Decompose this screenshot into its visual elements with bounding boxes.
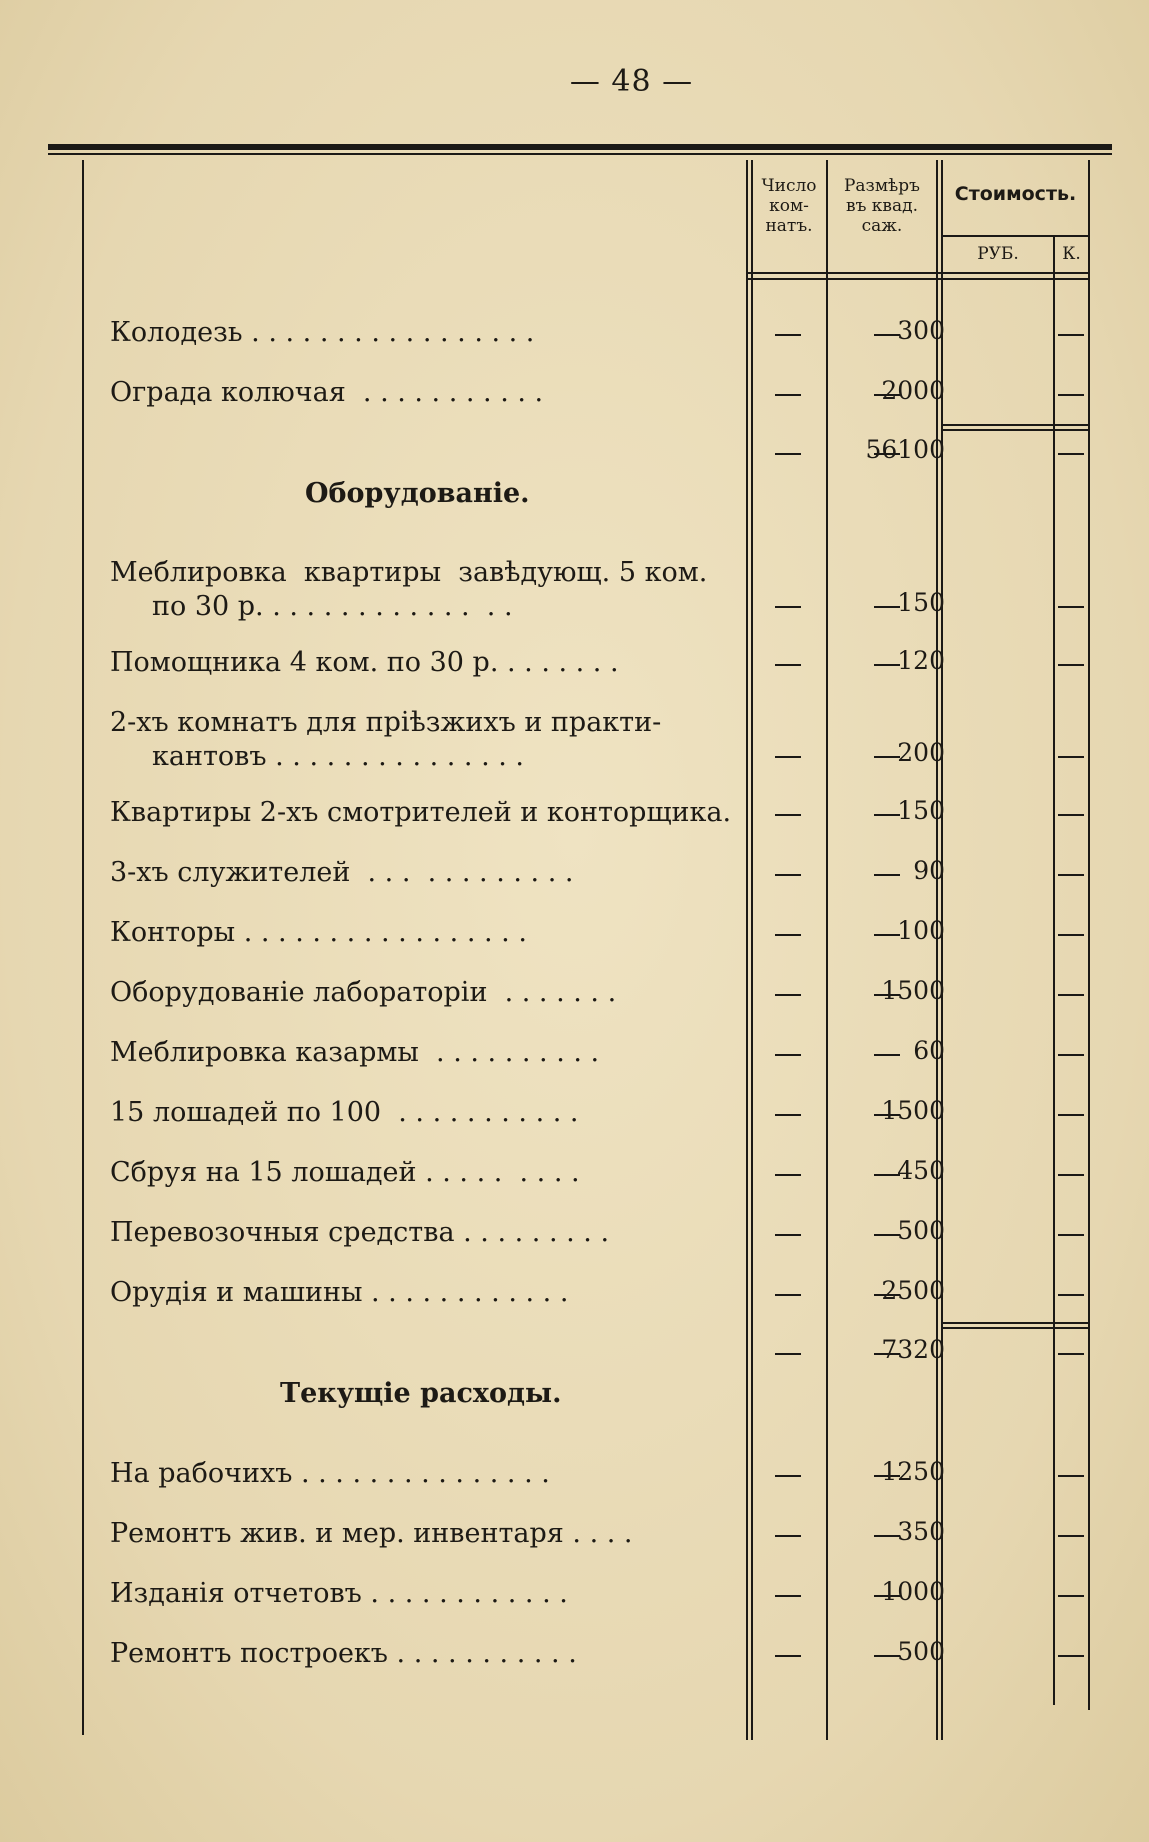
row-label: Конторы . . . . . . . . . . . . . . . . . [110, 917, 527, 948]
kop-dash [1058, 606, 1084, 608]
kop-dash [1058, 994, 1084, 996]
cost-rub: 150 [897, 796, 945, 825]
cost-rub: 450 [897, 1156, 945, 1185]
cost-rub: 1500 [881, 1096, 945, 1125]
header-rooms-line1: Число [761, 176, 817, 196]
row-label: Сбруя на 15 лошадей . . . . . . . . . [110, 1157, 580, 1188]
header-kop: К. [1062, 244, 1081, 264]
row-label-continued: кантовъ . . . . . . . . . . . . . . . [152, 741, 525, 772]
cost-rub: 200 [897, 738, 945, 767]
rooms-dash [775, 756, 801, 758]
col-rooms-left-2 [751, 160, 753, 1740]
kop-dash [1058, 334, 1084, 336]
header-rooms-line2: ком- [769, 196, 809, 216]
rooms-dash [775, 1054, 801, 1056]
table-row [110, 376, 730, 410]
kop-dash [1058, 1054, 1084, 1056]
table-row [110, 316, 730, 350]
page-number: — 48 — [569, 64, 694, 99]
cost-rub: 120 [897, 646, 945, 675]
header-rub: РУБ. [977, 244, 1019, 264]
cost-rub: 150 [897, 588, 945, 617]
header-size-line3: саж. [861, 216, 903, 236]
cost-rub: 2000 [881, 376, 945, 405]
left-border [82, 160, 84, 1735]
rooms-dash [775, 1174, 801, 1176]
table-row [110, 1096, 730, 1130]
header-size-line1: Размѣръ [843, 176, 921, 196]
cost-split-rule [941, 235, 1090, 237]
kop-dash [1058, 874, 1084, 876]
top-rule [48, 144, 1112, 150]
rooms-dash [775, 394, 801, 396]
rooms-dash [775, 934, 801, 936]
col-size-left [826, 160, 828, 1740]
kop-dash [1058, 1294, 1084, 1296]
cost-rub: 350 [897, 1517, 945, 1546]
table-row [110, 856, 730, 890]
rooms-dash [775, 1294, 801, 1296]
rooms-dash [775, 1655, 801, 1657]
rooms-dash [775, 1114, 801, 1116]
cost-rub: 90 [913, 856, 945, 885]
kop-dash [1058, 1174, 1084, 1176]
kop-dash [1058, 814, 1084, 816]
kop-dash [1058, 453, 1084, 455]
cost-rub: 500 [897, 1216, 945, 1245]
kop-dash [1058, 1655, 1084, 1657]
rooms-dash [775, 453, 801, 455]
table-row [110, 1156, 730, 1190]
kop-dash [1058, 756, 1084, 758]
cost-rub: 100 [897, 916, 945, 945]
row-label: Колодезь . . . . . . . . . . . . . . . . . [110, 317, 535, 348]
kop-dash [1058, 1475, 1084, 1477]
table-row [110, 916, 730, 950]
kop-dash [1058, 664, 1084, 666]
row-label: Ремонтъ жив. и мер. инвентаря . . . . [110, 1518, 633, 1549]
kop-dash [1058, 394, 1084, 396]
kop-dash [1058, 1595, 1084, 1597]
row-label: 3-хъ служителей . . . . . . . . . . . . [110, 857, 574, 888]
row-label: Меблировка казармы . . . . . . . . . . [110, 1037, 600, 1068]
kop-dash [1058, 1234, 1084, 1236]
cost-rub: 300 [897, 316, 945, 345]
table-row [110, 1216, 730, 1250]
header-size [828, 176, 936, 236]
rooms-dash [775, 994, 801, 996]
rooms-dash [775, 664, 801, 666]
col-rooms-left [746, 160, 748, 1740]
row-label: 2-хъ комнатъ для пріѣзжихъ и практи- [110, 707, 662, 738]
rooms-dash [775, 1234, 801, 1236]
table-row [110, 706, 730, 774]
row-label: Изданія отчетовъ . . . . . . . . . . . . [110, 1578, 568, 1609]
table-row [110, 1637, 730, 1671]
table-row [110, 976, 730, 1010]
kop-dash [1058, 934, 1084, 936]
header-rooms-line3: натъ. [765, 216, 813, 236]
section-heading: Текущіе расходы. [280, 1378, 562, 1409]
subtotal-rule-2 [941, 429, 1090, 431]
cost-rub: 1500 [881, 976, 945, 1005]
cost-rub: 56100 [865, 435, 945, 464]
row-label-continued: по 30 р. . . . . . . . . . . . . . . [152, 591, 513, 622]
header-rule-2 [746, 278, 1090, 280]
col-kop-left [1053, 235, 1055, 1705]
subtotal-rule [941, 1322, 1090, 1324]
rooms-dash [775, 1353, 801, 1355]
table-row [110, 1276, 730, 1310]
section-heading: Оборудованіе. [305, 478, 530, 509]
cost-rub: 1250 [881, 1457, 945, 1486]
rooms-dash [775, 334, 801, 336]
cost-rub: 500 [897, 1637, 945, 1666]
header-rule [746, 272, 1090, 274]
row-label: 15 лошадей по 100 . . . . . . . . . . . [110, 1097, 579, 1128]
table-row [110, 1517, 730, 1551]
kop-dash [1058, 1535, 1084, 1537]
kop-dash [1058, 1114, 1084, 1116]
row-label: Квартиры 2-хъ смотрителей и конторщика. [110, 797, 732, 828]
rooms-dash [775, 814, 801, 816]
row-label: Оборудованіе лабораторіи . . . . . . . [110, 977, 617, 1008]
cost-rub: 60 [913, 1036, 945, 1065]
subtotal-rule-2 [941, 1327, 1090, 1329]
right-border [1088, 160, 1090, 1710]
rooms-dash [775, 1535, 801, 1537]
table-row [110, 646, 730, 680]
rooms-dash [775, 1595, 801, 1597]
header-rooms [752, 176, 826, 236]
row-label: Помощника 4 ком. по 30 р. . . . . . . . [110, 647, 619, 678]
rooms-dash [775, 874, 801, 876]
row-label: Ремонтъ построекъ . . . . . . . . . . . [110, 1638, 577, 1669]
row-label: Ограда колючая . . . . . . . . . . . [110, 377, 544, 408]
top-rule-thin [48, 153, 1112, 155]
table-row [110, 796, 730, 830]
header-size-line2: въ квад. [846, 196, 918, 216]
subtotal-rule [941, 424, 1090, 426]
table-row [110, 1457, 730, 1491]
table-row [110, 1577, 730, 1611]
row-label: Орудія и машины . . . . . . . . . . . . [110, 1277, 569, 1308]
row-label: Перевозочныя средства . . . . . . . . . [110, 1217, 610, 1248]
rooms-dash [775, 606, 801, 608]
table-row [110, 556, 730, 624]
header-cost: Стоимость. [954, 183, 1077, 205]
kop-dash [1058, 1353, 1084, 1355]
rooms-dash [775, 1475, 801, 1477]
cost-rub: 7320 [881, 1335, 945, 1364]
row-label: Меблировка квартиры завѣдующ. 5 ком. [110, 557, 708, 588]
table-row [110, 1036, 730, 1070]
row-label: На рабочихъ . . . . . . . . . . . . . . . [110, 1458, 550, 1489]
cost-rub: 2500 [881, 1276, 945, 1305]
cost-rub: 1000 [881, 1577, 945, 1606]
